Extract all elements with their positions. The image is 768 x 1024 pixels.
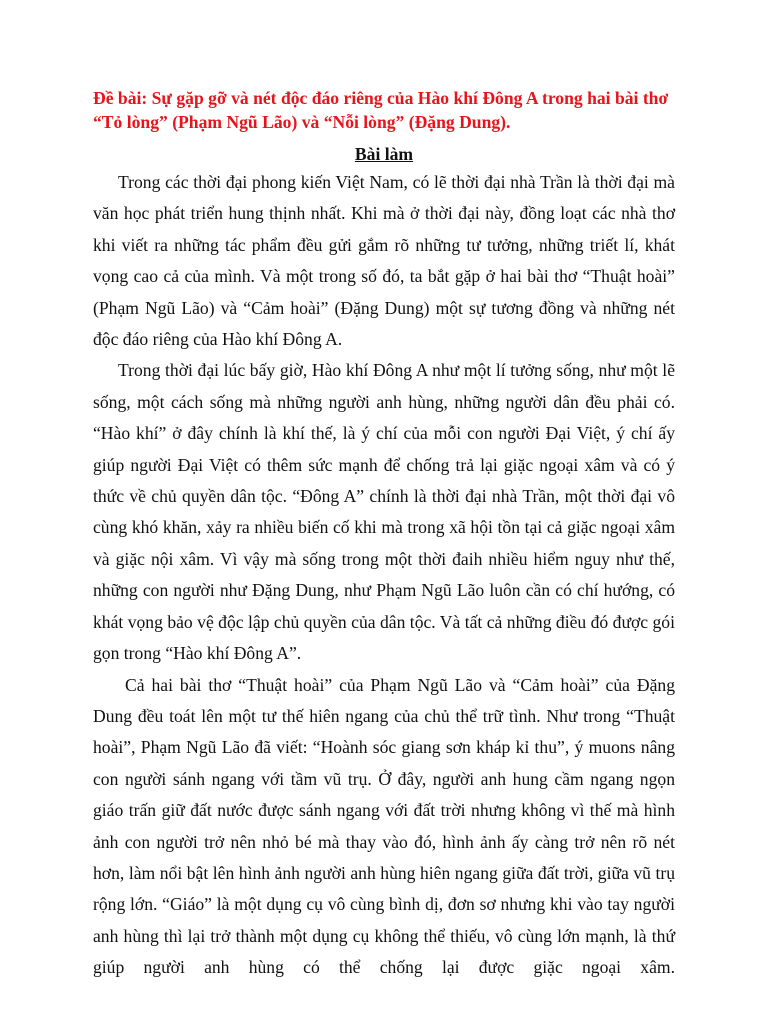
paragraph-1: Trong các thời đại phong kiến Việt Nam, có lẽ thời đại nhà Trần là thời đại mà văn học phát triển hung thịnh nhất. Khi mà ở thời đại này, đồng loạt các nhà thơ khi viết ra những tác phẩm đều gửi gắm rõ những tư tưởng, những triết lí, khát vọng cao cả của mình. Và một trong số đó, ta bắt gặp ở hai bài thơ “Thuật hoài” (Phạm Ngũ Lão) và “Cảm hoài” (Đặng Dung) một sự tương đồng và những nét độc đáo riêng của Hào khí Đông A.: [93, 172, 675, 350]
paragraph-3: Cả hai bài thơ “Thuật hoài” của Phạm Ngũ Lão và “Cảm hoài” của Đặng Dung đều toát lên một tư thế hiên ngang của chủ thể trữ tình. Như trong “Thuật hoài”, Phạm Ngũ Lão đã viết: “Hoành sóc giang sơn kháp kỉ thu”, ý muons nâng con người sánh ngang với tầm vũ trụ. Ở đây, người anh hung cầm ngang ngọn giáo trấn giữ đất nước được sánh ngang với đất trời nhưng không vì thế mà hình ảnh con người trở nên nhỏ bé mà thay vào đó, hình ảnh ấy càng trở nên rõ nét hơn, làm nổi bật lên hình ảnh người anh hùng hiên ngang giữa đất trời, giữa vũ trụ rộng lớn. “Giáo” là một dụng cụ vô cùng bình dị, đơn sơ nhưng khi vào tay người anh hùng thì lại trở thành một dụng cụ không thể thiếu, vô cùng lớn mạnh, là thứ giúp người anh hùng có thể chống lại được giặc ngoại xâm.: [93, 674, 675, 978]
essay-prompt-title: Đề bài: Sự gặp gỡ và nét độc đáo riêng của Hào khí Đông A trong hai bài thơ “Tỏ lòng” (Phạm Ngũ Lão) và “Nỗi lòng” (Đặng Dung).: [93, 88, 669, 132]
paragraph-2: Trong thời đại lúc bấy giờ, Hào khí Đông A như một lí tưởng sống, như một lẽ sống, một cách sống mà những người anh hùng, những người dân đều phải có. “Hào khí” ở đây chính là khí thế, là ý chí của mỗi con người Đại Việt, ý chí ấy giúp người Đại Việt có thêm sức mạnh để chống trả lại giặc ngoại xâm và có ý thức về chủ quyền dân tộc. “Đông A” chính là thời đại nhà Trần, một thời đại vô cùng khó khăn, xảy ra nhiều biến cố khi mà trong xã hội tồn tại cả giặc ngoại xâm và giặc nội xâm. Vì vậy mà sống trong một thời đaih nhiều hiểm nguy như thế, những con người như Đặng Dung, như Phạm Ngũ Lão luôn cần có chí hướng, có khát vọng bảo vệ độc lập chủ quyền của dân tộc. Và tất cả những điều đó được gói gọn trong “Hào khí Đông A”.: [93, 360, 675, 664]
essay-subheading: Bài làm: [354, 144, 414, 164]
document-body: [93, 86, 675, 984]
